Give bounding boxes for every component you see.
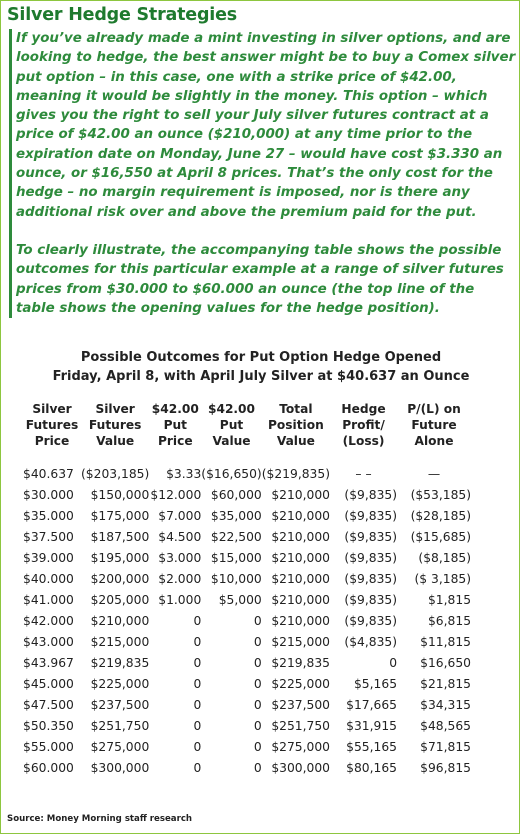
table-cell: $150,000 — [90, 487, 150, 502]
table-row — [23, 610, 471, 631]
column-header — [201, 401, 261, 463]
table-cell: $187,500 — [90, 529, 150, 544]
column-header-line: Total — [279, 402, 313, 416]
table-cell: ($16,650) — [201, 466, 262, 481]
column-header — [397, 401, 471, 463]
table-row — [23, 631, 471, 652]
table-cell: $50.350 — [23, 718, 74, 733]
table-cell: $35.000 — [23, 508, 74, 523]
table-cell: $275,000 — [271, 739, 331, 754]
intro-text — [9, 29, 516, 318]
table-cell: — — [427, 466, 441, 481]
column-header — [81, 401, 149, 463]
table-cell: $1.000 — [158, 592, 202, 607]
table-cell: $17,665 — [346, 697, 398, 712]
table-cell: ($53,185) — [410, 487, 472, 502]
table-cell: $300,000 — [271, 760, 331, 775]
column-header-line: Put — [219, 418, 244, 432]
table-cell: $5,165 — [353, 676, 398, 691]
table-row — [23, 652, 471, 673]
table-row — [23, 484, 471, 505]
table-cell: ($4,835) — [344, 634, 398, 649]
column-header-line: Alone — [414, 434, 454, 448]
table-row — [23, 736, 471, 757]
table-cell: 0 — [389, 655, 398, 670]
table-cell: 0 — [193, 655, 202, 670]
table-cell: $45.000 — [23, 676, 74, 691]
table-cell: $16,650 — [420, 655, 472, 670]
column-header — [330, 401, 397, 463]
table-cell: ($9,835) — [344, 508, 398, 523]
table-cell: $210,000 — [271, 571, 331, 586]
table-cell: $12.000 — [150, 487, 202, 502]
table-cell: 0 — [253, 613, 262, 628]
table-cell: $31,915 — [346, 718, 398, 733]
table-title-line-1: Possible Outcomes for Put Option Hedge Opened — [80, 350, 442, 365]
table-cell: 0 — [253, 697, 262, 712]
table-cell: $35,000 — [210, 508, 262, 523]
table-cell: $175,000 — [90, 508, 150, 523]
table-row — [23, 568, 471, 589]
table-cell: $96,815 — [420, 760, 472, 775]
table-cell: $10,000 — [210, 571, 262, 586]
table-cell: $40.000 — [23, 571, 74, 586]
table-cell: $22,500 — [210, 529, 262, 544]
column-header-line: Future — [411, 418, 457, 432]
table-cell: $251,750 — [90, 718, 150, 733]
column-header-line: Hedge — [341, 402, 386, 416]
table-cell: 0 — [253, 634, 262, 649]
table-cell: – – — [355, 466, 372, 481]
table-cell: $11,815 — [420, 634, 472, 649]
table-cell: ($9,835) — [344, 613, 398, 628]
article-title: Silver Hedge Strategies — [7, 5, 237, 25]
table-cell: ($ 3,185) — [414, 571, 472, 586]
table-row — [23, 526, 471, 547]
column-header-line: Silver — [95, 402, 135, 416]
column-header-line: (Loss) — [342, 434, 385, 448]
table-cell: $71,815 — [420, 739, 472, 754]
table-cell: ($9,835) — [344, 487, 398, 502]
table-cell: $3.000 — [158, 550, 202, 565]
table-cell: 0 — [253, 760, 262, 775]
table-cell: 0 — [193, 676, 202, 691]
table-cell: $6,815 — [427, 613, 472, 628]
table-cell: $37.500 — [23, 529, 74, 544]
table-cell: $42.000 — [23, 613, 74, 628]
table-cell: 0 — [253, 655, 262, 670]
table-cell: ($9,835) — [344, 571, 398, 586]
table-row — [23, 673, 471, 694]
column-header-line: Profit/ — [342, 418, 385, 432]
table-cell: 0 — [193, 760, 202, 775]
table-cell: ($219,835) — [261, 466, 331, 481]
table-cell: $1,815 — [427, 592, 472, 607]
table-cell: $34,315 — [420, 697, 472, 712]
table-cell: $237,500 — [271, 697, 331, 712]
table-cell: $219,835 — [90, 655, 150, 670]
table-cell: 0 — [253, 676, 262, 691]
table-cell: ($8,185) — [418, 550, 472, 565]
source-note: Source: Money Morning staff research — [7, 814, 193, 824]
intro-paragraph-2: To clearly illustrate, the accompanying table shows the possible outcomes for this particular example at a range of silver futures prices from $30.000 to $60.000 an ounce (the top line of the table shows the opening values for the hedge position). — [16, 242, 504, 316]
outcomes-table — [23, 401, 471, 778]
table-cell: $225,000 — [271, 676, 331, 691]
table-cell: $237,500 — [90, 697, 150, 712]
table-row — [23, 547, 471, 568]
column-header-line: $42.00 — [151, 402, 199, 416]
table-cell: $3.33 — [166, 466, 202, 481]
table-cell: $21,815 — [420, 676, 472, 691]
table-cell: $47.500 — [23, 697, 74, 712]
table-body — [23, 463, 471, 778]
table-cell: $41.000 — [23, 592, 74, 607]
table-cell: $4.500 — [158, 529, 202, 544]
table-cell: $219,835 — [271, 655, 331, 670]
table-cell: $5,000 — [218, 592, 262, 607]
table-cell: ($28,185) — [410, 508, 472, 523]
table-cell: $251,750 — [271, 718, 331, 733]
table-cell: $225,000 — [90, 676, 150, 691]
table-cell: $210,000 — [271, 487, 331, 502]
table-cell: $210,000 — [271, 550, 331, 565]
table-cell: ($9,835) — [344, 550, 398, 565]
table-cell: $7.000 — [158, 508, 202, 523]
table-header-row — [23, 401, 471, 463]
table-row — [23, 757, 471, 778]
table-cell: $30.000 — [23, 487, 74, 502]
table-cell: $15,000 — [210, 550, 262, 565]
table-cell: $60.000 — [23, 760, 74, 775]
column-header-line: Price — [157, 434, 193, 448]
table-cell: $43.000 — [23, 634, 74, 649]
table-row — [23, 463, 471, 484]
table-cell: ($9,835) — [344, 529, 398, 544]
column-header-line: $42.00 — [207, 402, 256, 416]
table-cell: $210,000 — [271, 508, 331, 523]
column-header-line: Position — [267, 418, 324, 432]
table-title-line-2: Friday, April 8, with April July Silver at $40.637 an Ounce — [52, 369, 470, 384]
table-cell: $39.000 — [23, 550, 74, 565]
table-cell: $48,565 — [420, 718, 472, 733]
table-cell: 0 — [253, 718, 262, 733]
table-cell: $210,000 — [90, 613, 150, 628]
column-header-line: Put — [163, 418, 187, 432]
table-cell: 0 — [193, 697, 202, 712]
table-cell: $60,000 — [210, 487, 262, 502]
table-cell: $205,000 — [90, 592, 150, 607]
table-cell: $300,000 — [90, 760, 150, 775]
column-header-line: Price — [34, 434, 70, 448]
table-row — [23, 505, 471, 526]
table-cell: $43.967 — [23, 655, 74, 670]
table-cell: $215,000 — [271, 634, 331, 649]
column-header-line: Value — [212, 434, 251, 448]
table-cell: $55,165 — [346, 739, 398, 754]
table-cell: ($203,185) — [81, 466, 150, 481]
column-header — [262, 401, 330, 463]
table-cell: $210,000 — [271, 613, 331, 628]
table-cell: 0 — [193, 613, 202, 628]
table-cell: $40.637 — [23, 466, 74, 481]
table-cell: $275,000 — [90, 739, 150, 754]
column-header — [23, 401, 81, 463]
column-header-line: Value — [96, 434, 135, 448]
table-title — [1, 348, 520, 386]
column-header-line: Value — [276, 434, 315, 448]
table-cell: ($9,835) — [344, 592, 398, 607]
column-header-line: Futures — [25, 418, 79, 432]
table-cell: 0 — [193, 718, 202, 733]
table-cell: $2.000 — [158, 571, 202, 586]
table-cell: ($15,685) — [410, 529, 472, 544]
column-header — [149, 401, 201, 463]
table-cell: $55.000 — [23, 739, 74, 754]
table-cell: 0 — [193, 739, 202, 754]
table-cell: $210,000 — [271, 529, 331, 544]
column-header-line: Silver — [32, 402, 72, 416]
table-row — [23, 694, 471, 715]
table-row — [23, 715, 471, 736]
table-cell: $210,000 — [271, 592, 331, 607]
column-header-line: Futures — [88, 418, 142, 432]
table-cell: 0 — [193, 634, 202, 649]
table-row — [23, 589, 471, 610]
table-cell: $80,165 — [346, 760, 398, 775]
table-cell: $195,000 — [90, 550, 150, 565]
column-header-line: P/(L) on — [407, 402, 461, 416]
table-cell: $215,000 — [90, 634, 150, 649]
intro-paragraph-1: If you’ve already made a mint investing in silver options, and are looking to hedge, the best answer might be to buy a Comex silver put option – in this case, one with a strike price of $42.00, meaning it would be slightly in the money. This option – which gives you the right to sell your July silver futures contract at a price of $42.00 an ounce ($210,000) at any time prior to the expiration date on Monday, June 27 – would have cost $3.330 an ounce, or $16,550 at April 8 prices. That’s the only cost for the hedge – no margin requirement is imposed, nor is there any additional risk over and above the premium paid for the put. — [16, 31, 516, 220]
table-cell: $200,000 — [90, 571, 150, 586]
table-cell: 0 — [253, 739, 262, 754]
